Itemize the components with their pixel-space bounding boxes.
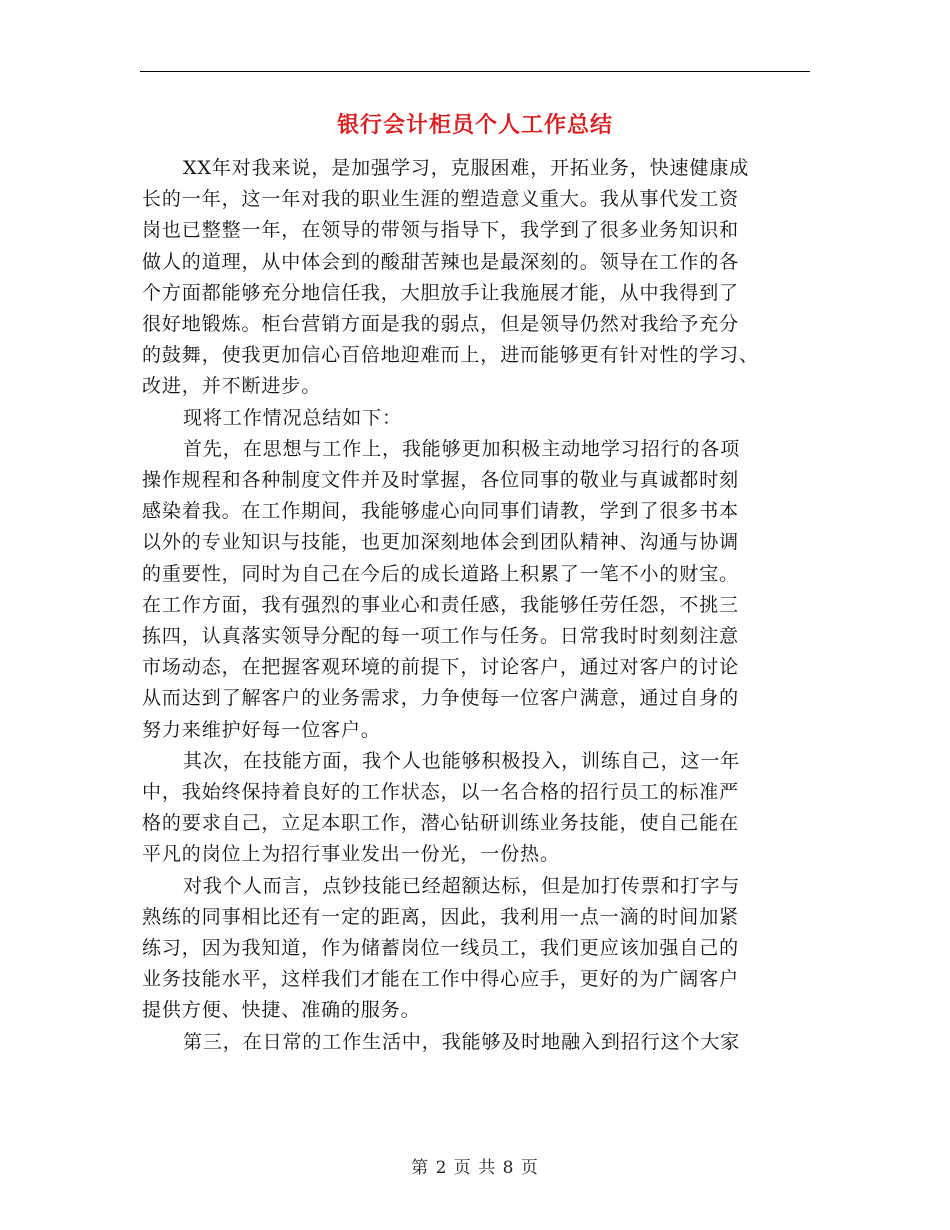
paragraph-first [142,434,804,746]
text-line: 感染着我。在工作期间，我能够虚心向同事们请教，学到了很多书本 [142,500,740,523]
text-line: 现将工作情况总结如下： [183,406,402,429]
text-line: 其次，在技能方面，我个人也能够积极投入，训练自己，这一年 [183,749,741,772]
text-line: 拣四，认真落实领导分配的每一项工作与任务。日常我时时刻刻注意 [142,625,740,648]
text-line: 第三，在日常的工作生活中，我能够及时地融入到招行这个大家 [183,1030,741,1053]
text-line: 改进，并不断进步。 [142,375,322,398]
text-line: 在工作方面，我有强烈的事业心和责任感，我能够任劳任怨，不挑三 [142,593,740,616]
paragraph-second [142,746,804,871]
header-rule [140,71,810,72]
paragraph-summary-lead [142,403,804,434]
text-line: 市场动态，在把握客观环境的前提下，讨论客户，通过对客户的讨论 [142,656,740,679]
text-line: 操作规程和各种制度文件并及时掌握，各位同事的敬业与真诚都时刻 [142,469,740,492]
document-title: 银行会计柜员个人工作总结 [336,112,613,138]
text-line: 个方面都能够充分地信任我，大胆放手让我施展才能，从中我得到了 [142,281,740,304]
text-line: 首先，在思想与工作上，我能够更加积极主动地学习招行的各项 [183,437,741,460]
text-line: 长的一年，这一年对我的职业生涯的塑造意义重大。我从事代发工资 [142,188,740,211]
text-line: 岗也已整整一年，在领导的带领与指导下，我学到了很多业务知识和 [142,219,740,242]
document-body [142,153,804,1058]
paragraph-third [142,1027,804,1058]
text-line: 格的要求自己，立足本职工作，潜心钻研训练业务技能，使自己能在 [142,812,740,835]
text-line: 业务技能水平，这样我们才能在工作中得心应手，更好的为广阔客户 [142,968,740,991]
text-line: 的鼓舞，使我更加信心百倍地迎难而上，进而能够更有针对性的学习、 [142,344,759,367]
page-number-footer: 第 2 页 共 8 页 [411,1158,539,1178]
text-line: 对我个人而言，点钞技能已经超额达标，但是加打传票和打字与 [183,874,741,897]
text-line: 平凡的岗位上为招行事业发出一份光，一份热。 [142,843,560,866]
text-line: XX年对我来说，是加强学习，克服困难，开拓业务，快速健康成 [183,157,750,179]
text-line: 熟练的同事相比还有一定的距离，因此，我利用一点一滴的时间加紧 [142,905,740,928]
text-line: 以外的专业知识与技能，也更加深刻地体会到团队精神、沟通与协调 [142,531,740,554]
text-line: 很好地锻炼。柜台营销方面是我的弱点，但是领导仍然对我给予充分 [142,313,740,336]
text-line: 做人的道理，从中体会到的酸甜苦辣也是最深刻的。领导在工作的各 [142,250,740,273]
text-line: 练习，因为我知道，作为储蓄岗位一线员工，我们更应该加强自己的 [142,937,740,960]
text-line: 中，我始终保持着良好的工作状态，以一名合格的招行员工的标准严 [142,781,740,804]
text-line: 从而达到了解客户的业务需求，力争使每一位客户满意，通过自身的 [142,687,740,710]
paragraph-intro [142,153,804,403]
text-line: 努力来维护好每一位客户。 [142,718,381,741]
paragraph-personal [142,871,804,1027]
text-line: 的重要性，同时为自己在今后的成长道路上积累了一笔不小的财宝。 [142,562,740,585]
text-line: 提供方便、快捷、准确的服务。 [142,999,421,1022]
